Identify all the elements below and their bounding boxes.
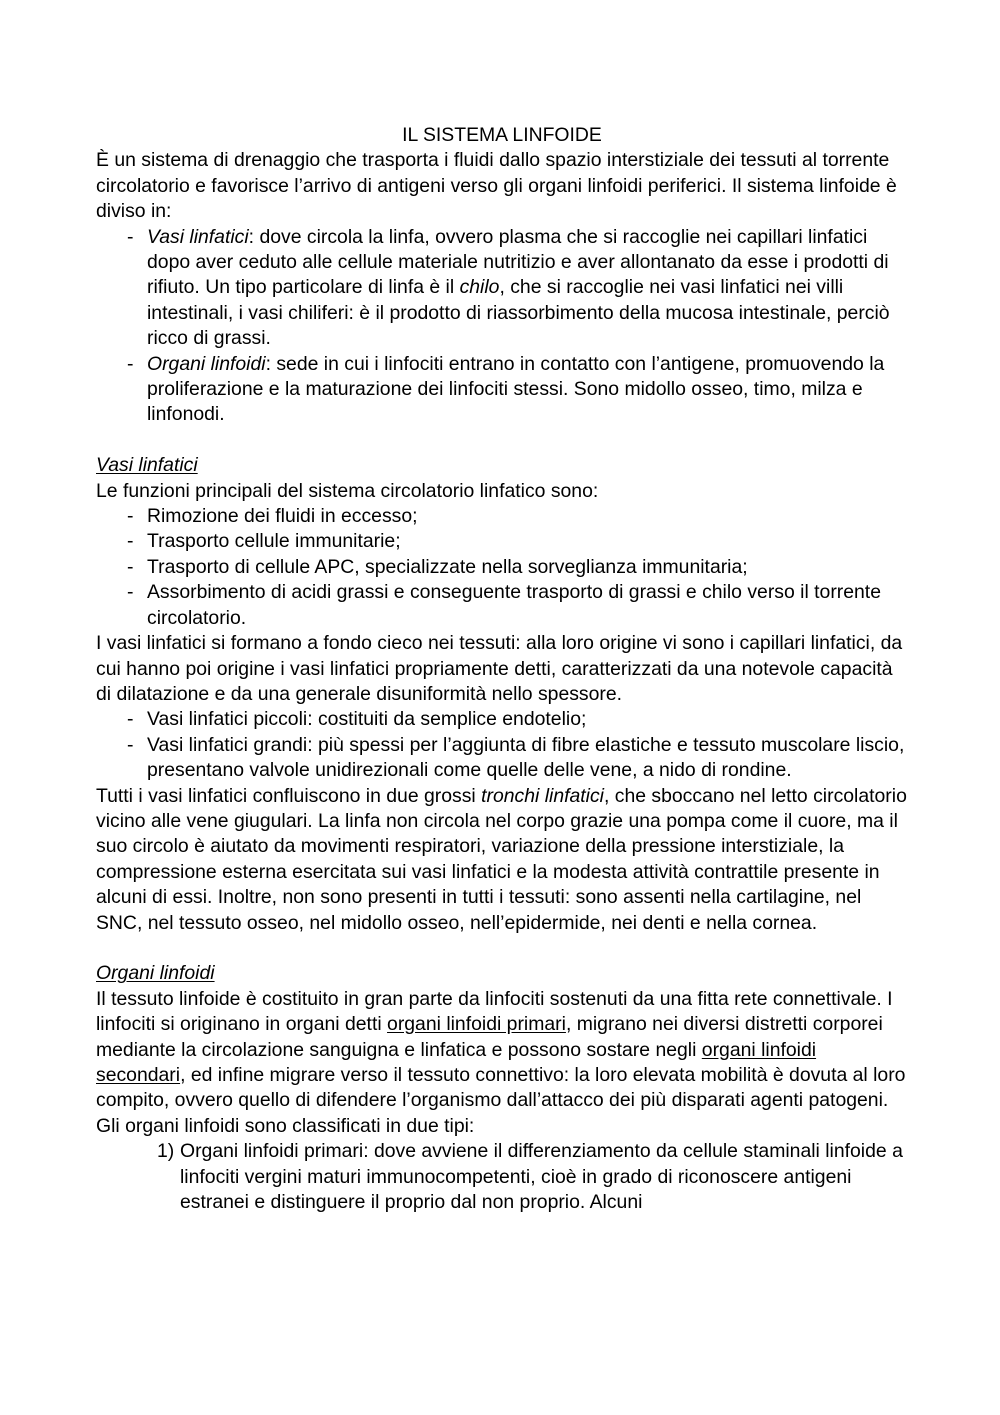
vasi-lead: Le funzioni principali del sistema circolatorio linfatico sono: [96,479,599,502]
intro-paragraph: È un sistema di drenaggio che trasporta i fluidi dallo spazio interstiziale dei tessuti al torrente circolatorio e favorisce l’arrivo di antigeni verso gli organi linfoidi periferici. Il sistema linfoide è diviso in: [96,149,897,223]
term-organi-primari: organi linfoidi primari [387,1013,566,1036]
list-item [96,555,908,580]
list-number: 1) [157,1140,175,1163]
list-item [96,352,908,428]
vasi-paragraph-2 [96,784,908,936]
term-chilo: chilo [459,276,500,299]
item-text: Assorbimento di acidi grassi e conseguente trasporto di grassi e chilo verso il torrente circolatorio. [147,581,881,629]
item-text: Trasporto di cellule APC, specializzate nella sorveglianza immunitaria; [147,555,748,578]
list-item [96,707,908,732]
list-item [96,580,908,631]
organ-types-list [96,1139,908,1215]
heading-text: Organi linfoidi [96,962,215,985]
list-item [96,1139,908,1215]
document-page [96,123,908,1215]
dash-bullet: - [127,352,134,375]
section-heading-vasi [96,453,908,478]
term-tronchi-linfatici: tronchi linfatici [481,784,604,807]
functions-list [96,504,908,631]
paragraph-text: Tutti i vasi linfatici confluiscono in due grossi [96,784,482,807]
paragraph-text: , che sboccano nel letto circolatorio vicino alle vene giugulari. La linfa non circola nel corpo grazie una pompa come il cuore, ma il suo circolo è aiutato da movimenti respiratori, variazione della pressione interstiziale, la compressione esterna esercitata sui vasi linfatici e la modesta attività contrattile presente in alcuni di essi. Inoltre, non sono presenti in tutti i tessuti: sono assenti nella cartilagine, nel SNC, nel tessuto osseo, nel midollo osseo, nell’epidermide, nei denti e nella cornea. [96,784,907,934]
heading-text: Vasi linfatici [96,454,198,477]
organi-paragraph [96,987,908,1139]
list-item [96,529,908,554]
dash-bullet: - [127,581,134,604]
item-text: , che si raccoglie nei vasi linfatici nei villi intestinali, i vasi chiliferi: è il prodotto di riassorbimento della mucosa intestinale, perciò ricco di grassi. [147,276,890,350]
item-text: Vasi linfatici piccoli: costituiti da semplice endotelio; [147,708,587,731]
dash-bullet: - [127,708,134,731]
list-item [96,225,908,352]
item-text: Trasporto cellule immunitarie; [147,530,401,553]
section-heading-organi [96,961,908,986]
dash-bullet: - [127,530,134,553]
paragraph-text: Il tessuto linfoide è costituito in gran parte da linfociti sostenuti da una fitta rete connettivale. I linfociti si originano in organi detti [96,987,893,1036]
paragraph-text: , migrano nei diversi distretti corporei mediante la circolazione sanguigna e linfatica e possono sostare negli [96,1013,883,1061]
document-title: IL SISTEMA LINFOIDE [402,124,602,146]
vasi-paragraph-1: I vasi linfatici si formano a fondo cieco nei tessuti: alla loro origine vi sono i capillari linfatici, da cui hanno poi origine i vasi linfatici propriamente detti, caratterizzati da una notevole capacità di dilatazione e da una generale disuniformità nello spessore. [96,632,903,705]
term-organi-linfoidi: Organi linfoidi [147,352,266,375]
term-organi-secondari: organi linfoidi secondari [96,1038,817,1086]
paragraph-text: , ed infine migrare verso il tessuto connettivo: la loro elevata mobilità è dovuta al loro compito, ovvero quello di difendere l’organismo dall’attacco dei più disparati agenti patogeni. Gli organi linfoidi sono classificati in due tipi: [96,1064,906,1137]
paragraph-gap [96,428,908,453]
paragraph-gap [96,936,908,961]
list-item [96,733,908,784]
item-text: Organi linfoidi primari: dove avviene il differenziamento da cellule staminali linfoide a linfociti vergini maturi immunocompetenti, cioè in grado di riconoscere antigeni estranei e distinguere il proprio dal non proprio. Alcuni [180,1140,903,1214]
item-text: : sede in cui i linfociti entrano in contatto con l’antigene, promuovendo la proliferazione e la maturazione dei linfociti stessi. Sono midollo osseo, timo, milza e linfonodi. [147,352,885,426]
division-list [96,225,908,428]
dash-bullet: - [127,225,134,248]
term-vasi-linfatici: Vasi linfatici [147,225,249,248]
list-item [96,504,908,529]
item-text: Rimozione dei fluidi in eccesso; [147,505,418,528]
item-text: Vasi linfatici grandi: più spessi per l’aggiunta di fibre elastiche e tessuto muscolare liscio, presentano valvole unidirezionali come quelle delle vene, a nido di rondine. [147,733,905,782]
item-text: : dove circola la linfa, ovvero plasma che si raccoglie nei capillari linfatici dopo aver ceduto alle cellule materiale nutritizio e aver allontanato da esse i prodotti di rifiuto. Un tipo particolare di linfa è il [147,225,889,299]
dash-bullet: - [127,555,134,578]
vessel-types-list [96,707,908,783]
dash-bullet: - [127,733,134,756]
dash-bullet: - [127,505,134,528]
